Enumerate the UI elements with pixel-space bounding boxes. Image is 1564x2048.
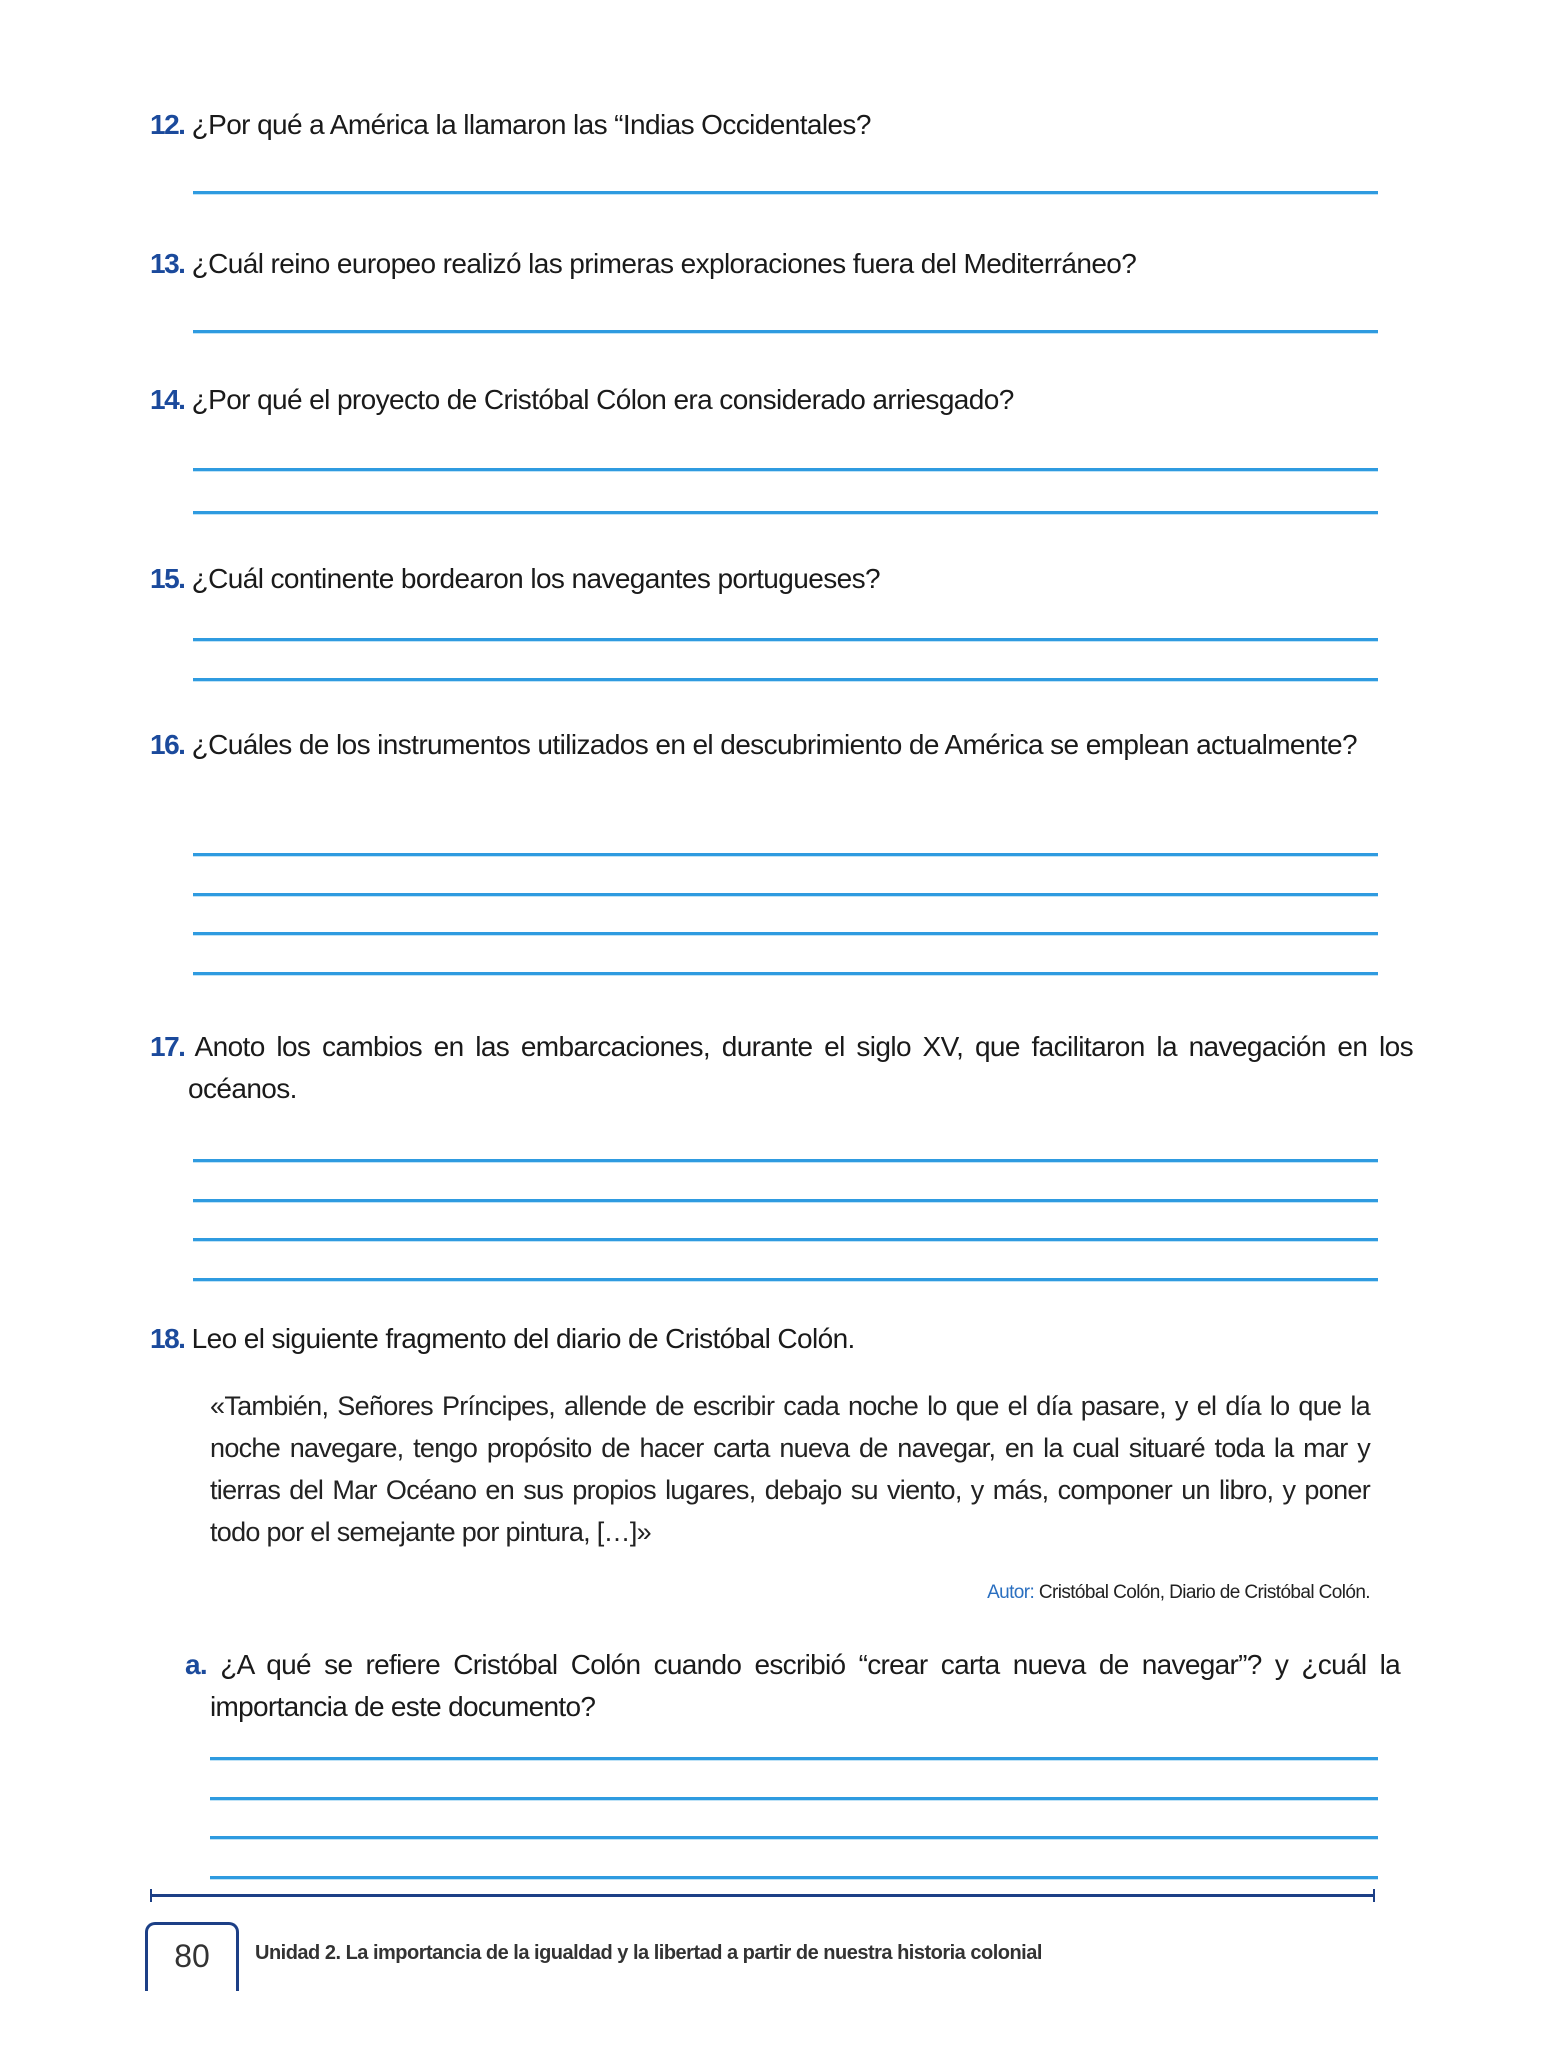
subquestion-a xyxy=(185,1644,1400,1728)
question-number: 18. xyxy=(150,1323,185,1354)
answer-line[interactable] xyxy=(193,932,1378,935)
question-13 xyxy=(150,243,1375,285)
question-number: 13. xyxy=(150,248,185,279)
answer-line[interactable] xyxy=(193,1238,1378,1241)
question-text: ¿Cuáles de los instrumentos utilizados en el descubrimiento de América se emplean actualmente? xyxy=(191,729,1357,760)
footer-divider xyxy=(150,1894,1375,1897)
author-text: Cristóbal Colón, Diario de Cristóbal Colón. xyxy=(1034,1582,1370,1603)
question-number: 17. xyxy=(150,1031,185,1062)
question-text: ¿Cuál reino europeo realizó las primeras exploraciones fuera del Mediterráneo? xyxy=(191,248,1137,279)
answer-line[interactable] xyxy=(193,191,1378,194)
quote-attribution xyxy=(987,1582,1370,1604)
answer-line[interactable] xyxy=(193,1159,1378,1162)
answer-line[interactable] xyxy=(193,853,1378,856)
answer-line[interactable] xyxy=(210,1797,1378,1800)
question-16 xyxy=(150,724,1413,766)
answer-line[interactable] xyxy=(193,468,1378,471)
question-text: ¿Cuál continente bordearon los navegantes portugueses? xyxy=(191,563,880,594)
answer-line[interactable] xyxy=(193,1199,1378,1202)
question-number: 15. xyxy=(150,563,185,594)
answer-line[interactable] xyxy=(193,330,1378,333)
answer-line[interactable] xyxy=(210,1836,1378,1839)
question-text: ¿Por qué a América la llamaron las “Indias Occidentales? xyxy=(191,109,871,140)
answer-line[interactable] xyxy=(193,893,1378,896)
answer-line[interactable] xyxy=(193,511,1378,514)
answer-line[interactable] xyxy=(193,972,1378,975)
question-text: ¿Por qué el proyecto de Cristóbal Cólon era considerado arriesgado? xyxy=(191,384,1014,415)
unit-title: Unidad 2. La importancia de la igualdad y la libertad a partir de nuestra historia colonial xyxy=(255,1942,1042,1964)
question-15 xyxy=(150,558,1375,600)
page-number: 80 xyxy=(145,1922,239,1991)
question-text: Leo el siguiente fragmento del diario de Cristóbal Colón. xyxy=(191,1323,855,1354)
answer-line[interactable] xyxy=(193,1278,1378,1281)
answer-line[interactable] xyxy=(210,1876,1378,1879)
question-text: Anoto los cambios en las embarcaciones, durante el siglo XV, que facilitaron la navegación en los océanos. xyxy=(188,1031,1413,1104)
diary-quote: «También, Señores Príncipes, allende de escribir cada noche lo que el día pasare, y el día lo que la noche navegare, tengo propósito de hacer carta nueva de navegar, en la cual situaré toda la mar y tierras del Mar Océano en sus propios lugares, debajo su viento, y más, componer un libro, y poner todo por el semejante por pintura, […]» xyxy=(210,1391,1370,1547)
author-label: Autor: xyxy=(987,1582,1035,1603)
answer-line[interactable] xyxy=(193,638,1378,641)
question-17 xyxy=(150,1026,1413,1110)
answer-line[interactable] xyxy=(193,678,1378,681)
question-14 xyxy=(150,379,1375,421)
question-18 xyxy=(150,1318,1375,1360)
question-number: 14. xyxy=(150,384,185,415)
subquestion-letter: a. xyxy=(185,1649,207,1680)
subquestion-text: ¿A qué se refiere Cristóbal Colón cuando escribió “crear carta nueva de navegar”? y ¿cuál la importancia de este documento? xyxy=(210,1649,1400,1722)
question-number: 12. xyxy=(150,109,185,140)
question-number: 16. xyxy=(150,729,185,760)
question-12 xyxy=(150,104,1375,146)
answer-line[interactable] xyxy=(210,1757,1378,1760)
